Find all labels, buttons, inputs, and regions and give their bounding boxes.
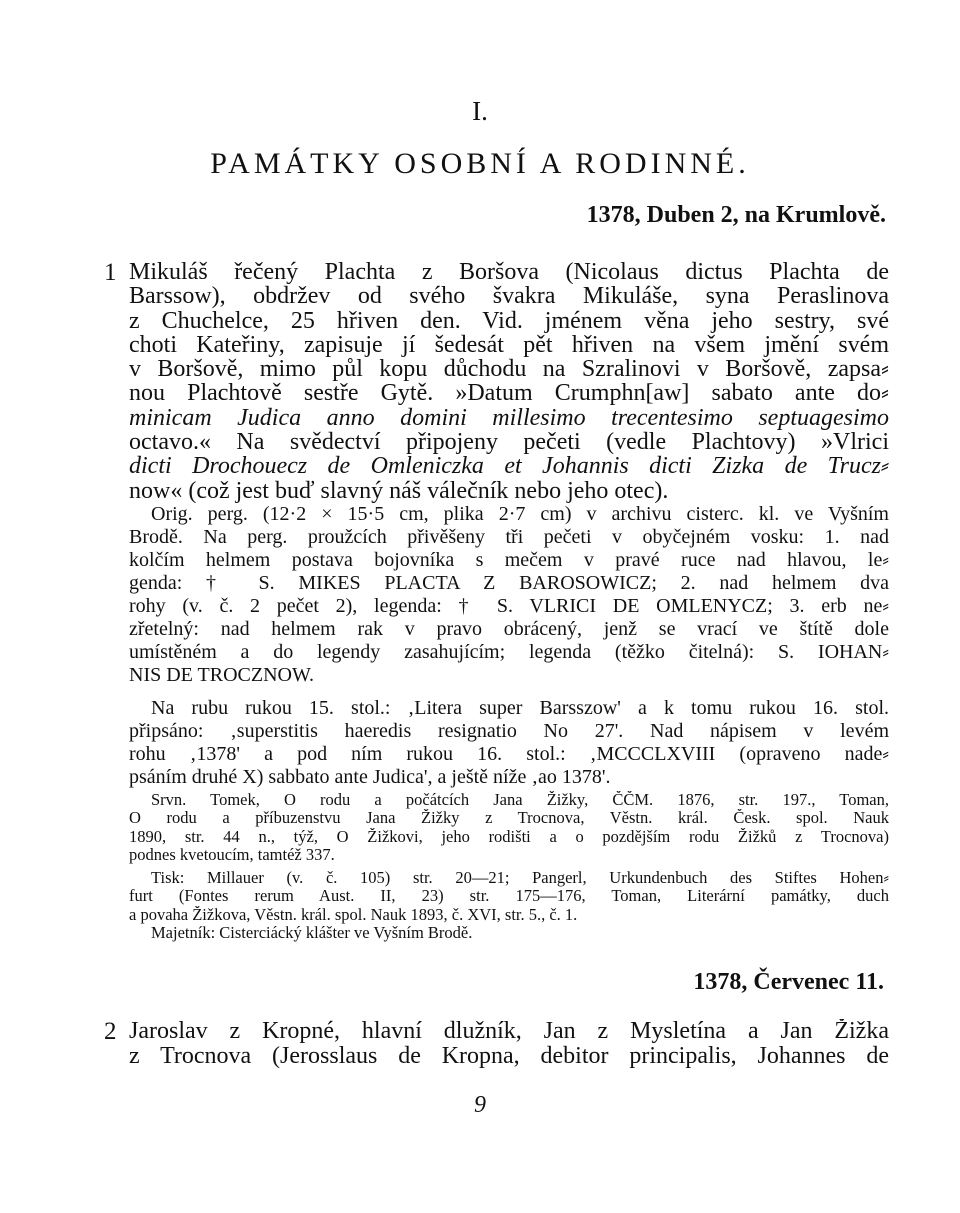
entry-date-2: 1378, Červenec 11. [693,969,884,995]
text-line: dicti Drochouecz de Omleniczka et Johannis dicti Zizka de Trucz⸗ [129,454,889,479]
note-line: psáním druhé X) sabbato ante Judica', a ještě níže ‚ao 1378'. [129,766,611,788]
text-line: Barssow), obdržev od svého švakra Mikuláše, syna Peraslinova [129,284,889,309]
reference-line: podnes kvetoucím, tamtéž 337. [129,845,335,864]
text-line: z Trocnova (Jerosslaus de Kropna, debitor principalis, Johannes de [129,1044,889,1069]
text-line: minicam Judica anno domini millesimo trecentesimo septuagesimo [129,405,889,431]
print-note [129,869,889,942]
text-line: Jaroslav z Kropné, hlavní dlužník, Jan z Mysletína a Jan Žižka [129,1019,889,1044]
reference-line: furt (Fontes rerum Aust. II, 23) str. 175—176, Toman, Literární památky, duch [129,887,889,906]
note-line: připsáno: ‚superstitis haeredis resignatio No 27'. Nad nápisem v levém [129,720,889,742]
reference-line: Srvn. Tomek, O rodu a počátcích Jana Žižky, ČČM. 1876, str. 197., Toman, [151,791,889,809]
text-line: z Chuchelce, 25 hřiven den. Vid. jménem věna jeho sestry, své [129,308,889,333]
entry-number-2: 2 [104,1018,117,1045]
entry-number-1: 1 [104,259,117,286]
reference-line: 1890, str. 44 n., týž, O Žižkovi, jeho rodišti a o pozdějším rodu Žižků z Trocnova) [129,827,889,846]
note-line: rohu ‚1378' a pod ním rukou 16. stol.: ‚MCCCLXVIII (opraveno nade⸗ [129,743,889,765]
entry-2-text [129,1019,889,1069]
note-line: genda: † S. MIKES PLACTA Z BAROSOWICZ; 2. nad helmem dva [129,572,889,594]
note-line: NIS DE TROCZNOW. [129,664,315,686]
note-line: rohy (v. č. 2 pečet 2), legenda: † S. VLRICI DE OMLENYCZ; 3. erb ne⸗ [129,595,889,617]
section-title: PAMÁTKY OSOBNÍ A RODINNÉ. [210,147,750,180]
reference-line: Tisk: Millauer (v. č. 105) str. 20—21; Pangerl, Urkundenbuch des Stiftes Hohen⸗ [151,869,889,887]
page-number: 9 [474,1092,486,1118]
text-line: v Boršově, mimo půl kopu důchodu na Szralinovi v Boršově, zapsa⸗ [129,357,889,382]
note-line: umístěném a do legendy zasahujícím; legenda (těžko čitelná): S. IOHAN⸗ [129,641,889,663]
verso-note [129,697,889,789]
entry-date-1: 1378, Duben 2, na Krumlově. [586,202,886,228]
part-number: I. [472,96,488,126]
references-note [129,791,889,864]
reference-line: a povaha Žižkova, Věstn. král. spol. Nauk 1893, č. XVI, str. 5., č. 1. [129,905,578,924]
original-description [129,503,889,687]
text-line: octavo.« Na svědectví připojeny pečeti (vedle Plachtovy) »Vlrici [129,430,889,455]
text-line: Mikuláš řečený Plachta z Boršova (Nicolaus dictus Plachta de [129,260,889,285]
note-line: Orig. perg. (12·2 × 15·5 cm, plika 2·7 cm) v archivu cisterc. kl. ve Vyšním [151,503,889,525]
entry-1-text [129,260,889,503]
reference-line: O rodu a příbuzenstvu Jana Žižky z Trocnova, Věstn. král. Česk. spol. Nauk [129,809,889,828]
text-line: now« (což jest buď slavný náš válečník nebo jeho otec). [129,478,669,503]
note-line: Brodě. Na perg. proužcích přivěšeny tři pečeti v obyčejném vosku: 1. nad [129,526,889,548]
note-line: zřetelný: nad helmem rak v pravo obrácený, jenž se vrací ve štítě dole [129,618,889,640]
note-line: Na rubu rukou 15. stol.: ‚Litera super Barsszow' a k tomu rukou 16. stol. [151,697,889,719]
owner-line: Majetník: Cisterciácký klášter ve Vyšním Brodě. [151,923,473,942]
note-line: kolčím helmem postava bojovníka s mečem v pravé ruce nad hlavou, le⸗ [129,549,889,571]
text-line: choti Kateřiny, zapisuje jí šedesát pět hřiven na všem jmění svém [129,332,889,358]
text-line: nou Plachtově sestře Gytě. »Datum Crumphn[aw] sabato ante do⸗ [129,381,889,406]
